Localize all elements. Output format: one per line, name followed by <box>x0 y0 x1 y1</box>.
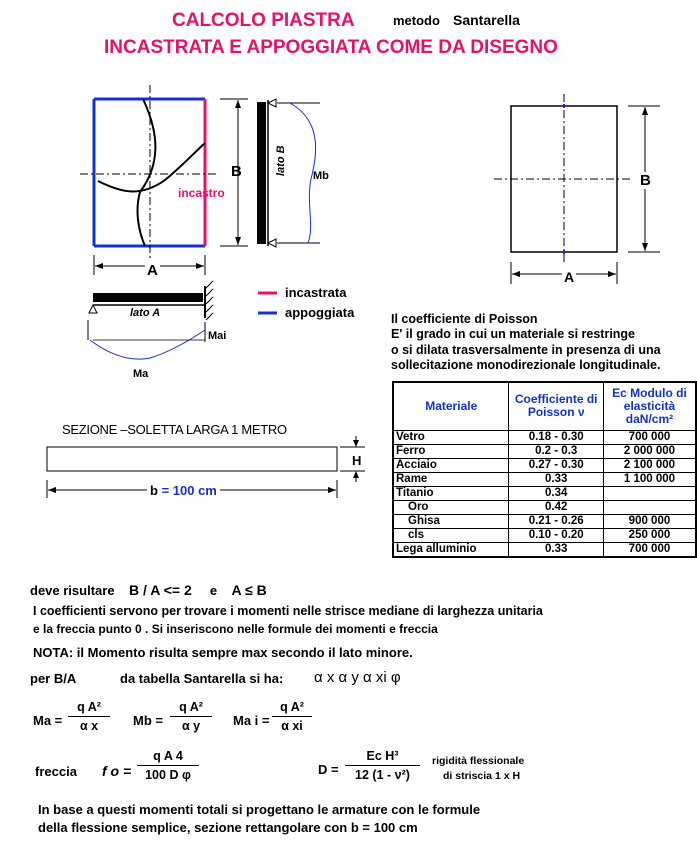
lato-b-beam <box>257 99 320 247</box>
label-Mb: Mb <box>313 170 329 182</box>
section-title: SEZIONE –SOLETTA LARGA 1 METRO <box>62 422 287 437</box>
legend-appoggiata: appoggiata <box>285 305 355 320</box>
right-plate <box>494 94 660 284</box>
table-row <box>393 472 696 486</box>
poisson-line-4: sollecitazione monodirezionale longitudinale. <box>391 358 661 372</box>
Mai-den: α xi <box>281 719 303 733</box>
material-name: Rame <box>393 472 509 486</box>
main-plate <box>80 85 218 258</box>
Ma-den: α x <box>79 719 99 733</box>
label-lato-a: lato A <box>130 307 161 319</box>
Mai-fraction <box>272 700 312 733</box>
final-line-2: della flessione semplice, sezione rettangolare con b = 100 cm <box>38 820 418 835</box>
material-name: Acciaio <box>393 458 509 472</box>
ec-value: 900 000 <box>603 514 696 528</box>
header-poisson: Coefficiente di Poisson ν <box>509 382 603 430</box>
ec-value: 700 000 <box>603 430 696 444</box>
ec-value: 700 000 <box>603 542 696 557</box>
title-author: Santarella <box>453 12 520 28</box>
conj-e: e <box>209 583 218 598</box>
fo-fraction <box>137 749 199 782</box>
title-method: metodo <box>393 13 440 28</box>
poisson-line-2: E' il grado in cui un materiale si restringe <box>391 327 636 341</box>
poisson-value: 0.33 <box>509 472 603 486</box>
right-label-B: B <box>640 172 651 189</box>
table-row <box>393 430 696 444</box>
material-name: Ferro <box>393 444 509 458</box>
table-row <box>393 458 696 472</box>
table-row <box>393 514 696 528</box>
Mai-num: q A² <box>272 700 312 717</box>
label-B: B <box>231 163 242 180</box>
nota-line: NOTA: il Momento risulta sempre max secondo il lato minore. <box>33 645 413 660</box>
greek-coeffs: α x α y α xi φ <box>314 669 401 686</box>
label-incastro: incastro <box>178 186 225 200</box>
poisson-line-3: o si dilata trasversalmente in presenza di una <box>391 343 661 357</box>
label-A: A <box>147 262 158 279</box>
Mb-num: q A² <box>170 700 212 717</box>
tabella-santarella: da tabella Santarella si ha: <box>120 671 284 686</box>
fo-den: 100 D φ <box>145 768 191 782</box>
poisson-value: 0.10 - 0.20 <box>509 528 603 542</box>
section-b-prefix: b <box>150 483 162 498</box>
lato-a-beam <box>88 281 213 359</box>
poisson-value: 0.27 - 0.30 <box>509 458 603 472</box>
Ma-num: q A² <box>68 700 110 717</box>
table-row <box>393 444 696 458</box>
table-row <box>393 528 696 542</box>
section-b <box>147 483 220 498</box>
ec-value: 1 100 000 <box>603 472 696 486</box>
materials-table <box>392 381 697 558</box>
section-H: H <box>352 453 362 468</box>
header-ec: Ec Modulo di elasticità daN/cm² <box>603 382 696 430</box>
condition-ba: B / A <= 2 <box>129 582 192 598</box>
D-fraction <box>345 749 420 782</box>
material-name: Vetro <box>393 430 509 444</box>
label-Mai: Mai <box>208 330 227 342</box>
Mb-label: Mb = <box>133 713 163 728</box>
rigidita-line-1: rigidità flessionale <box>432 755 525 767</box>
D-den: 12 (1 - ν²) <box>355 768 410 782</box>
coeff-line-1: I coefficienti servono per trovare i momenti nelle strisce mediane di larghezza unitaria <box>33 604 543 618</box>
poisson-value: 0.21 - 0.26 <box>509 514 603 528</box>
poisson-line-1: Il coefficiente di Poisson <box>391 312 538 326</box>
ec-value: 2 000 000 <box>603 444 696 458</box>
D-label: D = <box>318 762 339 777</box>
ec-value <box>603 486 696 500</box>
materials-table-body <box>393 430 696 557</box>
fo-label: f o = <box>102 763 132 779</box>
title-line1: CALCOLO PIASTRA <box>172 10 355 31</box>
final-line-1: In base a questi momenti totali si progettano le armature con le formule <box>38 802 481 817</box>
Mb-fraction <box>170 700 212 733</box>
material-name: cls <box>393 528 509 542</box>
poisson-value: 0.34 <box>509 486 603 500</box>
ec-value: 2 100 000 <box>603 458 696 472</box>
material-name: Lega alluminio <box>393 542 509 557</box>
deve-risultare: deve risultare <box>30 583 115 598</box>
label-lato-b: lato B <box>275 145 287 176</box>
label-Ma: Ma <box>133 368 149 380</box>
poisson-value: 0.2 - 0.3 <box>509 444 603 458</box>
ec-value: 250 000 <box>603 528 696 542</box>
right-label-A: A <box>564 269 575 285</box>
poisson-value: 0.33 <box>509 542 603 557</box>
Ma-label: Ma = <box>33 713 63 728</box>
ec-value <box>603 500 696 514</box>
D-num: Ec H³ <box>345 749 420 766</box>
material-name: Titanio <box>393 486 509 500</box>
Mb-den: α y <box>181 719 201 733</box>
fo-num: q A 4 <box>137 749 199 766</box>
table-row <box>393 542 696 557</box>
Mai-label: Ma i = <box>233 713 270 728</box>
conditions-line <box>30 582 267 598</box>
rigidita-line-2: di striscia 1 x H <box>443 770 521 782</box>
section-b-value: = 100 cm <box>161 483 217 498</box>
title-line2: INCASTRATA E APPOGGIATA COME DA DISEGNO <box>104 37 558 58</box>
header-materiale: Materiale <box>393 382 509 430</box>
per-ba: per B/A <box>30 671 77 686</box>
Ma-fraction <box>68 700 110 733</box>
poisson-value: 0.18 - 0.30 <box>509 430 603 444</box>
table-row <box>393 500 696 514</box>
material-name: Ghisa <box>393 514 509 528</box>
poisson-value: 0.42 <box>509 500 603 514</box>
table-row <box>393 486 696 500</box>
material-name: Oro <box>393 500 509 514</box>
condition-ab: A ≤ B <box>231 582 267 598</box>
coeff-line-2: e la freccia punto 0 . Si inseriscono nelle formule dei momenti e freccia <box>33 622 438 636</box>
legend-incastrata: incastrata <box>285 285 347 300</box>
legend-lines <box>258 293 277 313</box>
freccia-label: freccia <box>35 764 77 779</box>
